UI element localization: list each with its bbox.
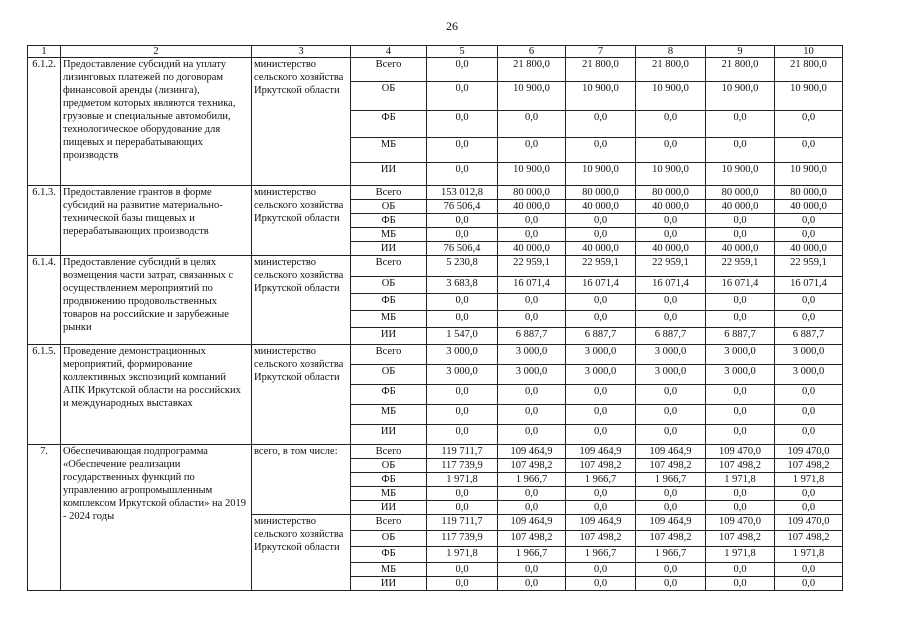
- value-cell: 0,0: [427, 425, 498, 445]
- value-cell: 0,0: [775, 405, 843, 425]
- value-cell: 0,0: [636, 487, 706, 501]
- value-cell: 0,0: [498, 228, 566, 242]
- value-cell: 3 000,0: [706, 365, 775, 385]
- funding-source: МБ: [351, 311, 427, 328]
- value-cell: 109 464,9: [498, 445, 566, 459]
- funding-source: Всего: [351, 515, 427, 531]
- value-cell: 22 959,1: [566, 256, 636, 277]
- table-row: [28, 58, 843, 82]
- header-row: [28, 46, 843, 58]
- value-cell: 0,0: [706, 563, 775, 577]
- value-cell: 119 711,7: [427, 515, 498, 531]
- value-cell: 109 464,9: [636, 445, 706, 459]
- value-cell: 40 000,0: [706, 200, 775, 214]
- item-code: 7.: [28, 445, 61, 591]
- value-cell: 117 739,9: [427, 459, 498, 473]
- column-header: 8: [636, 46, 706, 58]
- value-cell: 0,0: [706, 385, 775, 405]
- funding-source: ОБ: [351, 277, 427, 294]
- funding-source: ИИ: [351, 328, 427, 345]
- table-row: [28, 256, 843, 277]
- value-cell: 0,0: [636, 111, 706, 138]
- column-header: 3: [252, 46, 351, 58]
- value-cell: 0,0: [636, 311, 706, 328]
- funding-source: Всего: [351, 186, 427, 200]
- value-cell: 1 966,7: [566, 473, 636, 487]
- value-cell: 0,0: [566, 385, 636, 405]
- value-cell: 0,0: [706, 228, 775, 242]
- table-row: [28, 445, 843, 459]
- item-code: 6.1.4.: [28, 256, 61, 345]
- responsible-executor: министерство сельского хозяйства Иркутской области: [252, 515, 351, 591]
- value-cell: 0,0: [566, 228, 636, 242]
- value-cell: 3 000,0: [498, 345, 566, 365]
- item-code: 6.1.2.: [28, 58, 61, 186]
- value-cell: 0,0: [566, 294, 636, 311]
- value-cell: 109 464,9: [636, 515, 706, 531]
- funding-source: МБ: [351, 487, 427, 501]
- value-cell: 107 498,2: [566, 459, 636, 473]
- value-cell: 109 470,0: [706, 515, 775, 531]
- value-cell: 0,0: [566, 501, 636, 515]
- value-cell: 117 739,9: [427, 531, 498, 547]
- value-cell: 107 498,2: [775, 531, 843, 547]
- value-cell: 3 000,0: [775, 365, 843, 385]
- value-cell: 0,0: [706, 577, 775, 591]
- value-cell: 1 971,8: [427, 547, 498, 563]
- column-header: 7: [566, 46, 636, 58]
- column-header: 2: [61, 46, 252, 58]
- funding-source: ИИ: [351, 163, 427, 186]
- value-cell: 16 071,4: [636, 277, 706, 294]
- value-cell: 0,0: [498, 487, 566, 501]
- value-cell: 107 498,2: [566, 531, 636, 547]
- value-cell: 22 959,1: [775, 256, 843, 277]
- value-cell: 80 000,0: [775, 186, 843, 200]
- value-cell: 119 711,7: [427, 445, 498, 459]
- column-header: 6: [498, 46, 566, 58]
- value-cell: 22 959,1: [706, 256, 775, 277]
- value-cell: 10 900,0: [566, 163, 636, 186]
- value-cell: 0,0: [706, 311, 775, 328]
- value-cell: 0,0: [566, 111, 636, 138]
- value-cell: 1 547,0: [427, 328, 498, 345]
- value-cell: 0,0: [427, 294, 498, 311]
- item-code: 6.1.3.: [28, 186, 61, 256]
- value-cell: 3 000,0: [636, 365, 706, 385]
- value-cell: 1 971,8: [775, 473, 843, 487]
- column-header: 9: [706, 46, 775, 58]
- value-cell: 0,0: [566, 405, 636, 425]
- funding-source: Всего: [351, 345, 427, 365]
- value-cell: 40 000,0: [566, 242, 636, 256]
- total-label: всего, в том числе:: [252, 445, 351, 515]
- item-name: Предоставление грантов в форме субсидий на развитие материально-технической базы пищевых и перерабатывающих производств: [61, 186, 252, 256]
- funding-source: ОБ: [351, 459, 427, 473]
- funding-source: ОБ: [351, 200, 427, 214]
- value-cell: 0,0: [566, 563, 636, 577]
- value-cell: 0,0: [636, 563, 706, 577]
- value-cell: 40 000,0: [636, 242, 706, 256]
- value-cell: 1 966,7: [498, 473, 566, 487]
- value-cell: 0,0: [498, 405, 566, 425]
- value-cell: 21 800,0: [566, 58, 636, 82]
- value-cell: 0,0: [566, 577, 636, 591]
- value-cell: 40 000,0: [706, 242, 775, 256]
- value-cell: 0,0: [498, 425, 566, 445]
- value-cell: 153 012,8: [427, 186, 498, 200]
- value-cell: 1 971,8: [706, 547, 775, 563]
- funding-source: Всего: [351, 256, 427, 277]
- funding-source: ИИ: [351, 425, 427, 445]
- funding-source: ИИ: [351, 577, 427, 591]
- value-cell: 3 683,8: [427, 277, 498, 294]
- value-cell: 0,0: [427, 82, 498, 111]
- value-cell: 80 000,0: [498, 186, 566, 200]
- value-cell: 1 971,8: [775, 547, 843, 563]
- page-number: 26: [446, 19, 458, 33]
- value-cell: 107 498,2: [706, 459, 775, 473]
- value-cell: 0,0: [427, 138, 498, 163]
- item-name: Обеспечивающая подпрограмма «Обеспечение реализации государственных функций по управлению агропромышленным комплексом Иркутской области» на 2019 - 2024 годы: [61, 445, 252, 591]
- value-cell: 109 464,9: [566, 445, 636, 459]
- column-header: 10: [775, 46, 843, 58]
- table-row: [28, 186, 843, 200]
- value-cell: 0,0: [566, 214, 636, 228]
- value-cell: 40 000,0: [498, 242, 566, 256]
- value-cell: 3 000,0: [636, 345, 706, 365]
- value-cell: 0,0: [706, 214, 775, 228]
- value-cell: 0,0: [498, 385, 566, 405]
- value-cell: 22 959,1: [636, 256, 706, 277]
- value-cell: 10 900,0: [636, 163, 706, 186]
- funding-source: ОБ: [351, 365, 427, 385]
- column-header: 1: [28, 46, 61, 58]
- value-cell: 6 887,7: [566, 328, 636, 345]
- value-cell: 10 900,0: [566, 82, 636, 111]
- funding-source: ФБ: [351, 294, 427, 311]
- value-cell: 21 800,0: [706, 58, 775, 82]
- value-cell: 3 000,0: [498, 365, 566, 385]
- item-name: Проведение демонстрационных мероприятий, формирование коллективных экспозиций компаний АПК Иркутской области на российских и международных выставках: [61, 345, 252, 445]
- value-cell: 0,0: [498, 577, 566, 591]
- value-cell: 0,0: [636, 385, 706, 405]
- value-cell: 40 000,0: [775, 200, 843, 214]
- value-cell: 109 470,0: [706, 445, 775, 459]
- responsible-executor: министерство сельского хозяйства Иркутской области: [252, 58, 351, 186]
- value-cell: 16 071,4: [775, 277, 843, 294]
- value-cell: 5 230,8: [427, 256, 498, 277]
- responsible-executor: министерство сельского хозяйства Иркутской области: [252, 186, 351, 256]
- value-cell: 109 464,9: [566, 515, 636, 531]
- value-cell: 0,0: [636, 501, 706, 515]
- value-cell: 1 971,8: [706, 473, 775, 487]
- value-cell: 107 498,2: [775, 459, 843, 473]
- value-cell: 0,0: [498, 138, 566, 163]
- value-cell: 107 498,2: [706, 531, 775, 547]
- value-cell: 80 000,0: [636, 186, 706, 200]
- value-cell: 3 000,0: [706, 345, 775, 365]
- value-cell: 10 900,0: [636, 82, 706, 111]
- value-cell: 0,0: [566, 311, 636, 328]
- value-cell: 6 887,7: [498, 328, 566, 345]
- value-cell: 107 498,2: [498, 531, 566, 547]
- funding-source: ОБ: [351, 531, 427, 547]
- responsible-executor: министерство сельского хозяйства Иркутской области: [252, 256, 351, 345]
- funding-source: ФБ: [351, 473, 427, 487]
- item-name: Предоставление субсидий на уплату лизинговых платежей по договорам финансовой аренды (лизинга), предметом которых являются техника, грузовые и специальные автомобили, технологическое оборудование для пищевых и перерабатывающих производств: [61, 58, 252, 186]
- value-cell: 1 966,7: [566, 547, 636, 563]
- value-cell: 0,0: [498, 563, 566, 577]
- table-row: [28, 345, 843, 365]
- value-cell: 0,0: [498, 501, 566, 515]
- funding-source: МБ: [351, 138, 427, 163]
- value-cell: 40 000,0: [636, 200, 706, 214]
- value-cell: 21 800,0: [775, 58, 843, 82]
- value-cell: 0,0: [775, 563, 843, 577]
- value-cell: 0,0: [636, 425, 706, 445]
- value-cell: 0,0: [775, 294, 843, 311]
- value-cell: 16 071,4: [498, 277, 566, 294]
- funding-source: Всего: [351, 58, 427, 82]
- funding-source: ФБ: [351, 547, 427, 563]
- value-cell: 76 506,4: [427, 242, 498, 256]
- column-header: 4: [351, 46, 427, 58]
- value-cell: 0,0: [427, 563, 498, 577]
- value-cell: 3 000,0: [427, 345, 498, 365]
- column-header: 5: [427, 46, 498, 58]
- value-cell: 0,0: [498, 111, 566, 138]
- value-cell: 0,0: [427, 228, 498, 242]
- value-cell: 0,0: [566, 487, 636, 501]
- value-cell: 0,0: [706, 294, 775, 311]
- value-cell: 0,0: [566, 138, 636, 163]
- value-cell: 0,0: [775, 111, 843, 138]
- funding-source: ОБ: [351, 82, 427, 111]
- funding-source: МБ: [351, 405, 427, 425]
- value-cell: 0,0: [775, 577, 843, 591]
- value-cell: 3 000,0: [775, 345, 843, 365]
- value-cell: 0,0: [775, 214, 843, 228]
- value-cell: 0,0: [775, 385, 843, 405]
- value-cell: 0,0: [636, 405, 706, 425]
- value-cell: 0,0: [566, 425, 636, 445]
- value-cell: 109 470,0: [775, 515, 843, 531]
- value-cell: 0,0: [636, 138, 706, 163]
- value-cell: 0,0: [636, 214, 706, 228]
- value-cell: 3 000,0: [566, 365, 636, 385]
- budget-table: [27, 45, 843, 591]
- value-cell: 0,0: [775, 138, 843, 163]
- funding-source: ФБ: [351, 111, 427, 138]
- value-cell: 0,0: [498, 214, 566, 228]
- value-cell: 21 800,0: [636, 58, 706, 82]
- value-cell: 0,0: [636, 577, 706, 591]
- value-cell: 1 971,8: [427, 473, 498, 487]
- value-cell: 6 887,7: [706, 328, 775, 345]
- item-code: 6.1.5.: [28, 345, 61, 445]
- value-cell: 0,0: [775, 425, 843, 445]
- value-cell: 107 498,2: [636, 459, 706, 473]
- value-cell: 0,0: [498, 311, 566, 328]
- value-cell: 10 900,0: [706, 163, 775, 186]
- value-cell: 10 900,0: [775, 163, 843, 186]
- value-cell: 0,0: [427, 58, 498, 82]
- value-cell: 0,0: [427, 577, 498, 591]
- value-cell: 80 000,0: [566, 186, 636, 200]
- value-cell: 10 900,0: [498, 163, 566, 186]
- value-cell: 0,0: [636, 294, 706, 311]
- value-cell: 10 900,0: [498, 82, 566, 111]
- value-cell: 10 900,0: [706, 82, 775, 111]
- responsible-executor: министерство сельского хозяйства Иркутской области: [252, 345, 351, 445]
- value-cell: 0,0: [427, 385, 498, 405]
- funding-source: МБ: [351, 228, 427, 242]
- funding-source: Всего: [351, 445, 427, 459]
- value-cell: 16 071,4: [706, 277, 775, 294]
- value-cell: 16 071,4: [566, 277, 636, 294]
- value-cell: 22 959,1: [498, 256, 566, 277]
- funding-source: ФБ: [351, 385, 427, 405]
- value-cell: 0,0: [427, 487, 498, 501]
- value-cell: 0,0: [706, 405, 775, 425]
- value-cell: 3 000,0: [566, 345, 636, 365]
- funding-source: ИИ: [351, 501, 427, 515]
- value-cell: 0,0: [427, 405, 498, 425]
- item-name: Предоставление субсидий в целях возмещения части затрат, связанных с осуществлением мероприятий по продвижению продовольственных товаров на российские и зарубежные рынки: [61, 256, 252, 345]
- funding-source: ИИ: [351, 242, 427, 256]
- value-cell: 0,0: [427, 111, 498, 138]
- value-cell: 6 887,7: [775, 328, 843, 345]
- value-cell: 0,0: [706, 425, 775, 445]
- value-cell: 10 900,0: [775, 82, 843, 111]
- value-cell: 40 000,0: [498, 200, 566, 214]
- funding-source: ФБ: [351, 214, 427, 228]
- value-cell: 0,0: [706, 111, 775, 138]
- value-cell: 0,0: [427, 311, 498, 328]
- value-cell: 0,0: [775, 311, 843, 328]
- value-cell: 0,0: [706, 501, 775, 515]
- funding-source: МБ: [351, 563, 427, 577]
- value-cell: 109 464,9: [498, 515, 566, 531]
- value-cell: 3 000,0: [427, 365, 498, 385]
- value-cell: 0,0: [775, 501, 843, 515]
- value-cell: 0,0: [498, 294, 566, 311]
- value-cell: 80 000,0: [706, 186, 775, 200]
- value-cell: 0,0: [775, 228, 843, 242]
- value-cell: 76 506,4: [427, 200, 498, 214]
- value-cell: 107 498,2: [636, 531, 706, 547]
- value-cell: 0,0: [706, 138, 775, 163]
- value-cell: 1 966,7: [498, 547, 566, 563]
- value-cell: 21 800,0: [498, 58, 566, 82]
- value-cell: 0,0: [427, 501, 498, 515]
- value-cell: 0,0: [636, 228, 706, 242]
- value-cell: 1 966,7: [636, 473, 706, 487]
- value-cell: 0,0: [427, 163, 498, 186]
- value-cell: 6 887,7: [636, 328, 706, 345]
- value-cell: 0,0: [775, 487, 843, 501]
- value-cell: 107 498,2: [498, 459, 566, 473]
- value-cell: 0,0: [706, 487, 775, 501]
- value-cell: 109 470,0: [775, 445, 843, 459]
- value-cell: 40 000,0: [775, 242, 843, 256]
- value-cell: 0,0: [427, 214, 498, 228]
- value-cell: 1 966,7: [636, 547, 706, 563]
- value-cell: 40 000,0: [566, 200, 636, 214]
